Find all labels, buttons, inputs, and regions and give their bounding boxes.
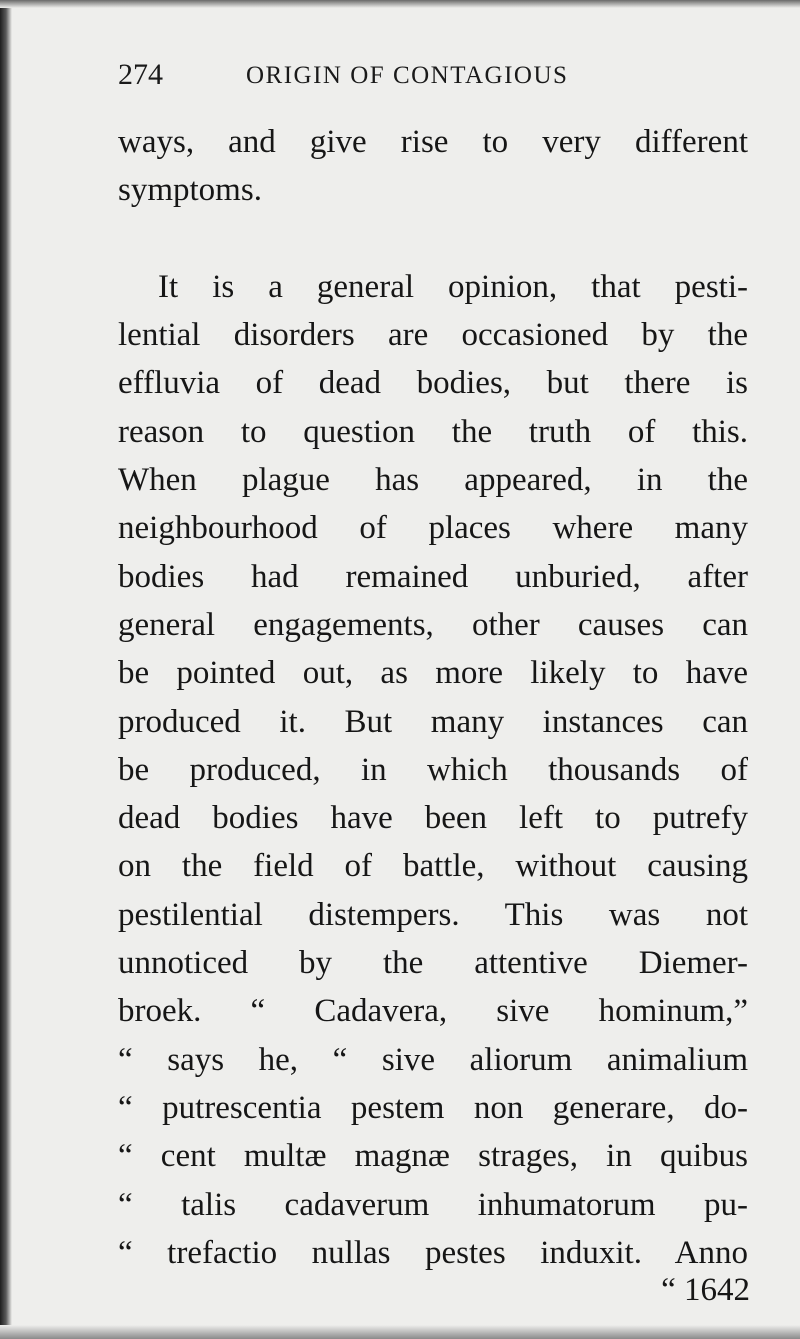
text-line: bodies had remained unburied, after	[118, 558, 748, 595]
text-line: effluvia of dead bodies, but there is	[118, 365, 748, 402]
text-line: neighbourhood of places where many	[118, 510, 748, 547]
page-top-shadow	[0, 0, 800, 8]
running-head: ORIGIN OF CONTAGIOUS	[246, 62, 569, 89]
text-line: on the field of battle, without causing	[118, 848, 748, 885]
text-line: reason to question the truth of this.	[118, 413, 748, 450]
text-line: be produced, in which thousands of	[118, 751, 748, 788]
page-binding-shadow	[0, 0, 12, 1339]
text-line: “ putrescentia pestem non generare, do-	[118, 1089, 748, 1126]
text-line: symptoms.	[118, 172, 262, 209]
text-line: unnoticed by the attentive Diemer-	[118, 945, 748, 982]
text-line: broek. “ Cadavera, sive hominum,”	[118, 993, 748, 1030]
page-header	[118, 58, 748, 94]
text-line: “ cent multæ magnæ strages, in quibus	[118, 1138, 748, 1175]
text-line: general engagements, other causes can	[118, 606, 748, 643]
text-line: lential disorders are occasioned by the	[118, 317, 748, 354]
text-line: “ talis cadaverum inhumatorum pu-	[118, 1186, 748, 1223]
text-line: “ trefactio nullas pestes induxit. Anno	[118, 1234, 748, 1271]
text-line: When plague has appeared, in the	[118, 462, 748, 499]
text-line: It is a general opinion, that pesti-	[158, 268, 748, 305]
catchword: “ 1642	[661, 1272, 750, 1308]
text-line: be pointed out, as more likely to have	[118, 655, 748, 692]
page-bottom-shadow	[0, 1325, 800, 1339]
text-line: ways, and give rise to very different	[118, 124, 748, 160]
text-line: pestilential distempers. This was not	[118, 896, 748, 933]
text-line: “ says he, “ sive aliorum animalium	[118, 1041, 748, 1078]
text-line: dead bodies have been left to putrefy	[118, 800, 748, 837]
paragraph-gap	[118, 215, 748, 263]
text-line: produced it. But many instances can	[118, 703, 748, 740]
body-text	[118, 118, 748, 1277]
page-number: 274	[118, 58, 163, 91]
